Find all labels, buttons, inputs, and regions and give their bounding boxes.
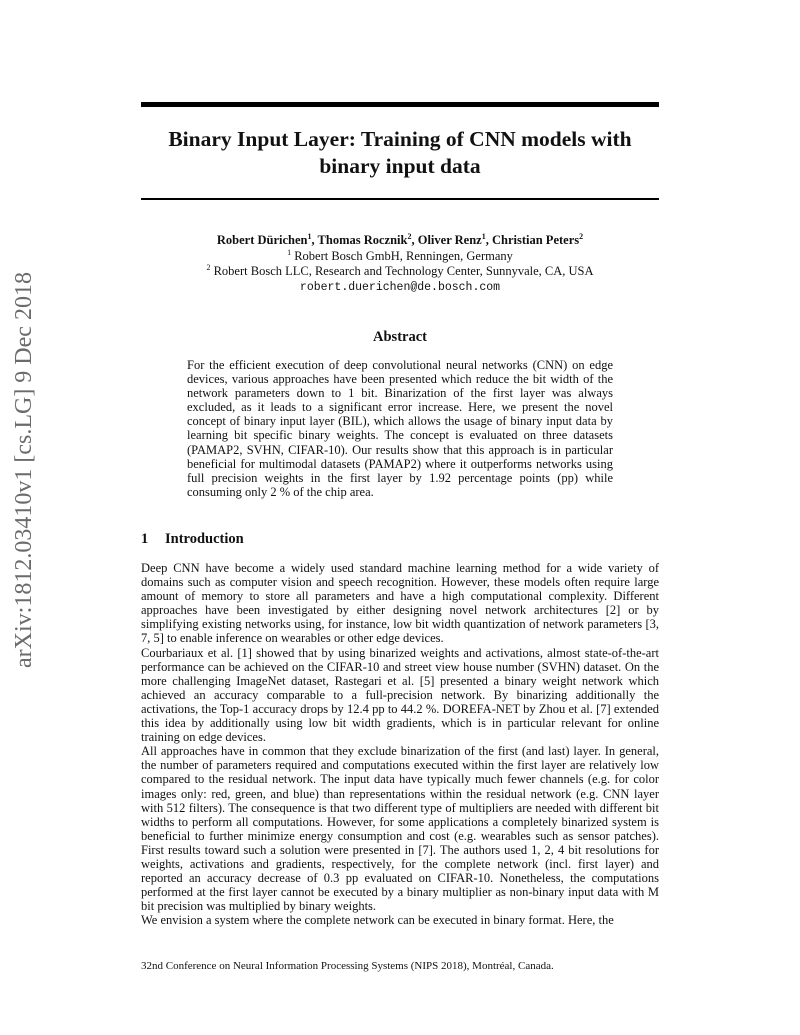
author-1: Robert Dürichen bbox=[216, 233, 308, 247]
paragraph: We envision a system where the complete network can be executed in binary format. Here, the bbox=[141, 913, 614, 928]
affil-marker: 1 bbox=[481, 231, 486, 241]
author-2: Thomas Rocznik bbox=[317, 233, 408, 247]
section-number: 1 bbox=[141, 531, 149, 547]
paper-title bbox=[141, 126, 659, 180]
affiliation-2 bbox=[141, 264, 659, 280]
author-email[interactable]: robert.duerichen@de.bosch.com bbox=[299, 280, 501, 294]
author-4: Christian Peters bbox=[491, 233, 580, 247]
affil-marker: 2 bbox=[579, 231, 584, 241]
arxiv-identifier: arXiv:1812.03410v1 [cs.LG] 9 Dec 2018 bbox=[11, 272, 37, 668]
title-line-2: binary input data bbox=[319, 154, 481, 178]
affil-marker: 2 bbox=[407, 231, 412, 241]
abstract-text: For the efficient execution of deep convolutional neural networks (CNN) on edge devices, various approaches have been presented which reduce the bit width of the network parameters down to 1 bit. Binarization of the first layer was always excluded, as it leads to a significant error increase. Here, we present the novel concept of binary input layer (BIL), which allows the usage of binary input data by learning bit specific binary weights. The concept is evaluated on three datasets (PAMAP2, SVHN, CIFAR-10). Our results show that this approach is in particular beneficial for multimodal datasets (PAMAP2) where it outperforms networks using full precision weights in the first layer by 1.92 percentage points (pp) while consuming only 2 % of the chip area. bbox=[187, 358, 613, 499]
paragraph: Deep CNN have become a widely used standard machine learning method for a wide variety of domains such as computer vision and speech recognition. However, these models often require large amount of memory to store all parameters and have a high computational complexity. Different approaches have been investigated by either designing novel network architectures [2] or by simplifying existing networks using, for instance, low bit width quantization of network parameters [3, 7, 5] to enable inference on wearables or other edge devices. bbox=[141, 561, 659, 646]
affiliation-1 bbox=[141, 249, 659, 265]
affil-marker: 1 bbox=[307, 231, 312, 241]
affiliation-1-text: Robert Bosch GmbH, Renningen, Germany bbox=[294, 248, 513, 263]
introduction-body bbox=[141, 561, 659, 927]
title-bottom-rule bbox=[141, 198, 659, 200]
title-line-1: Binary Input Layer: Training of CNN models with bbox=[168, 127, 632, 151]
paragraph: All approaches have in common that they exclude binarization of the first (and last) layer. In general, the number of parameters required and computations executed within the first layer are relatively low compared to the residual network. The input data have typically much fewer channels (e.g. for color images only: red, green, and blue) than representations within the residual network (e.g. CNN layer with 512 filters). The consequence is that two different type of multipliers are needed with different bit widths to perform all computations. However, for some applications a completely binarized system is beneficial to further minimize energy consumption and cost (e.g. wearables such as sensor patches). First results toward such a solution were presented in [7]. The authors used 1, 2, 4 bit resolutions for weights, activations and gradients, respectively, for the complete network (incl. first layer) and reported an accuracy decrease of 0.3 pp evaluated on CIFAR-10. Nonetheless, the computations performed at the first layer cannot be executed by a binary multiplier as non-binary input data with M bit precision was multiplied by binary weights. bbox=[141, 744, 659, 914]
author-3: Oliver Renz bbox=[417, 233, 482, 247]
title-top-rule bbox=[141, 102, 659, 107]
abstract-heading: Abstract bbox=[373, 329, 427, 345]
affiliation-2-text: Robert Bosch LLC, Research and Technology Center, Sunnyvale, CA, USA bbox=[213, 264, 594, 278]
section-heading bbox=[141, 531, 659, 548]
affil-marker: 2 bbox=[206, 262, 211, 272]
conference-footer: 32nd Conference on Neural Information Processing Systems (NIPS 2018), Montréal, Canada. bbox=[141, 960, 554, 972]
section-title: Introduction bbox=[165, 531, 244, 547]
author-names: Robert Dürichen$^1$, Thomas Rocznik$^2$, Oliver Renz$^1$, Christian Peters$^2$ bbox=[216, 231, 584, 247]
paragraph: Courbariaux et al. [1] showed that by using binarized weights and activations, almost state-of-the-art performance can be achieved on the CIFAR-10 and street view house number (SVHN) dataset. On the more challenging ImageNet dataset, Rastegari et al. [5] presented a binary weight network which achieved an accuracy comparable to a full-precision network. By binarizing additionally the activations, the Top-1 accuracy drops by 12.4 pp to 44.2 %. DOREFA-NET by Zhou et al. [7] extended this idea by additionally using low bit width gradients, which is in particular relevant for online training on edge devices. bbox=[141, 645, 659, 745]
affil-marker: 1 bbox=[287, 247, 292, 257]
author-block bbox=[141, 233, 659, 295]
